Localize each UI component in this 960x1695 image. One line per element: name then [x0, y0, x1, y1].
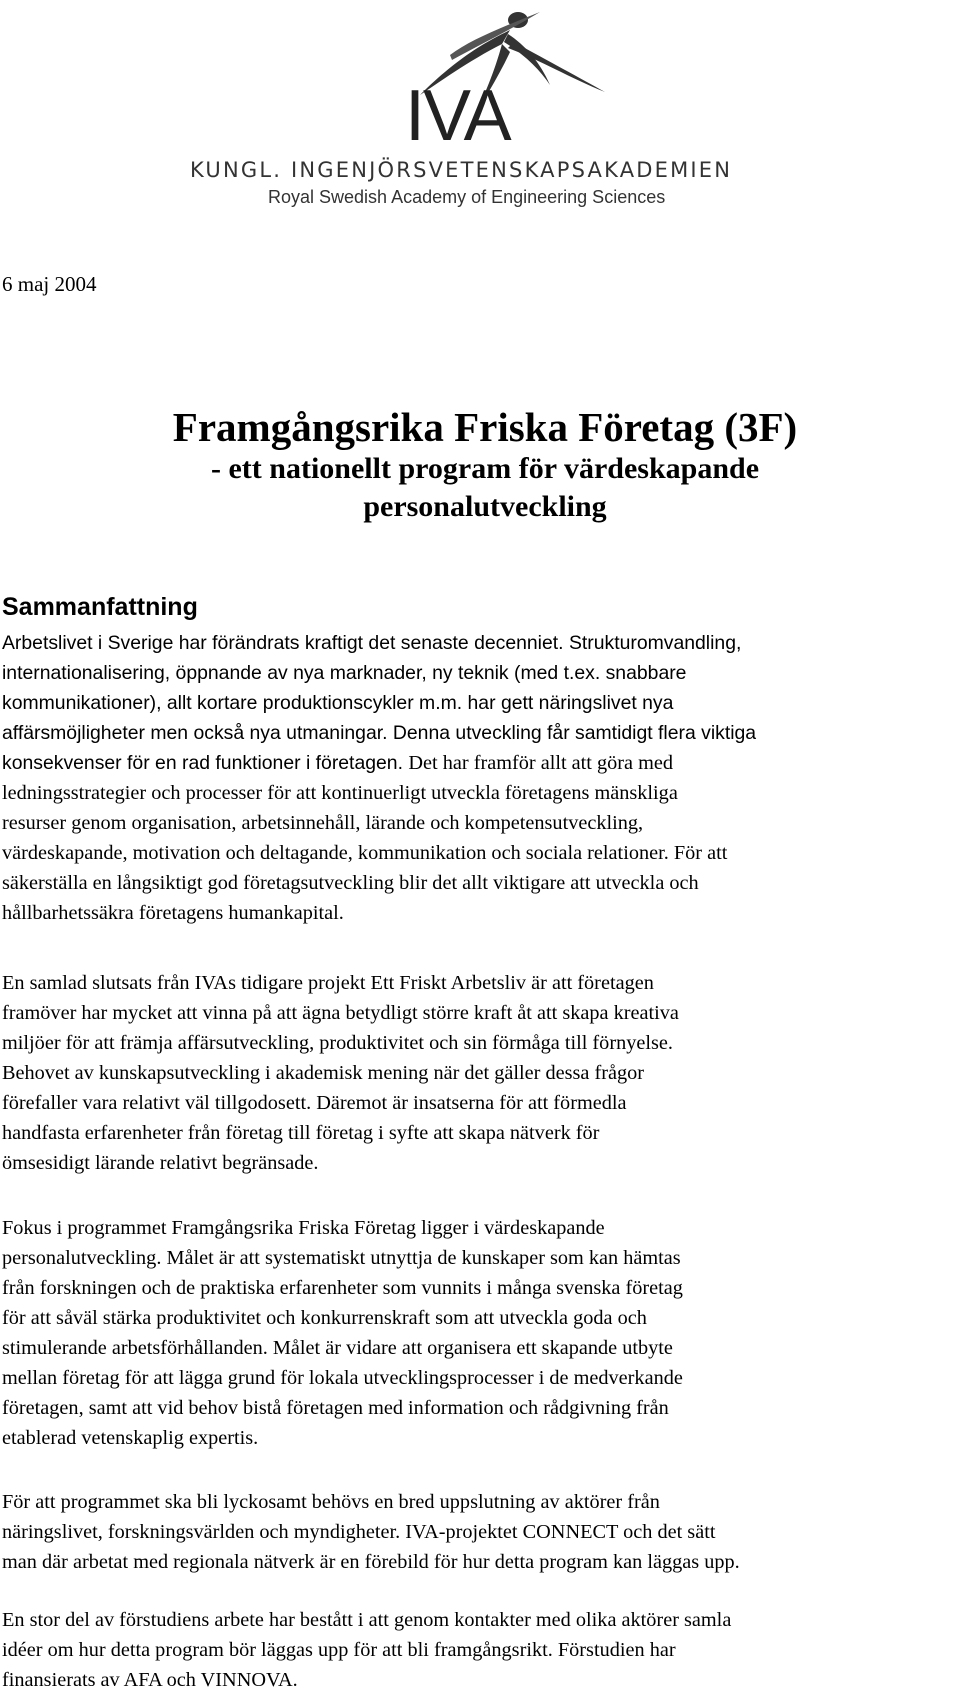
text-line: Fokus i programmet Framgångsrika Friska Företag ligger i värdeskapande: [2, 1217, 605, 1239]
text-line: man där arbetat med regionala nätverk är en förebild för hur detta program kan läggas upp.: [2, 1551, 740, 1573]
document-title: Framgångsrika Friska Företag (3F): [172, 404, 798, 450]
text-line: ledningsstrategier och processer för att kontinuerligt utveckla företagens mänskliga: [2, 782, 678, 804]
text-line: En stor del av förstudiens arbete har bestått i att genom kontakter med olika aktörer samla: [2, 1609, 732, 1631]
summary-heading: Sammanfattning: [2, 593, 198, 621]
text-line: miljöer för att främja affärsutveckling, produktivitet och sin förmåga till förnyelse.: [2, 1032, 673, 1054]
paragraph-2: [2, 968, 957, 1178]
text-line: handfasta erfarenheter från företag till företag i syfte att skapa nätverk för: [2, 1122, 600, 1144]
text-line: Behovet av kunskapsutveckling i akademisk mening när det gäller dessa frågor: [2, 1062, 645, 1084]
text-line: förefaller vara relativt väl tillgodosett. Däremot är insatserna för att förmedla: [2, 1092, 627, 1114]
text-line: företagen, samt att vid behov bistå företagen med information och rådgivning från: [2, 1397, 669, 1419]
text-line: Arbetslivet i Sverige har förändrats kraftigt det senaste decenniet. Strukturomvandling,: [2, 632, 742, 654]
text-line: idéer om hur detta program bör läggas upp för att bli framgångsrikt. Förstudien har: [2, 1639, 676, 1661]
text-line: framöver har mycket att vinna på att ägna betydligt större kraft åt att skapa kreativa: [2, 1002, 679, 1024]
text-line: från forskningen och de praktiska erfarenheter som vunnits i många svenska företag: [2, 1277, 683, 1299]
text-line: mellan företag för att lägga grund för lokala utvecklingsprocesser i de medverkande: [2, 1367, 683, 1389]
text-line: näringslivet, forskningsvärlden och myndigheter. IVA-projektet CONNECT och det sätt: [2, 1521, 716, 1543]
title-block: [0, 404, 960, 526]
text-line: ömsesidigt lärande relativt begränsade.: [2, 1152, 319, 1174]
text-line: säkerställa en långsiktigt god företagsutveckling blir det allt viktigare att utveckla och: [2, 872, 699, 894]
text-line: etablerad vetenskaplig expertis.: [2, 1427, 259, 1449]
text-line: [2, 748, 957, 778]
text-line: finansierats av AFA och VINNOVA.: [2, 1669, 298, 1691]
text-line: värdeskapande, motivation och deltagande, kommunikation och sociala relationer. För att: [2, 842, 728, 864]
text-line: affärsmöjligheter men också nya utmaningar. Denna utveckling får samtidigt flera viktiga: [2, 722, 757, 744]
logo-name-swedish: KUNGL. INGENJÖRSVETENSKAPSAKADEMIEN: [190, 158, 733, 182]
text-line: resurser genom organisation, arbetsinnehåll, lärande och kompetensutveckling,: [2, 812, 644, 834]
text-line: stimulerande arbetsförhållanden. Målet är vidare att organisera ett skapande utbyte: [2, 1337, 673, 1359]
document-date: 6 maj 2004: [2, 272, 97, 296]
text-line: personalutveckling. Målet är att systematiskt utnyttja de kunskaper som kan hämtas: [2, 1247, 681, 1269]
subtitle-line: - ett nationellt program för värdeskapande: [210, 452, 760, 485]
text-line: internationalisering, öppnande av nya marknader, ny teknik (med t.ex. snabbare: [2, 662, 687, 684]
paragraph-5: [2, 1605, 957, 1695]
text-segment: konsekvenser för en rad funktioner i företagen.: [2, 752, 403, 774]
paragraph-3: [2, 1213, 957, 1453]
paragraph-4: [2, 1487, 957, 1577]
iva-letters: IVA: [405, 76, 510, 156]
text-segment: Det har framför allt att göra med: [408, 752, 674, 774]
text-line: För att programmet ska bli lyckosamt behövs en bred uppslutning av aktörer från: [2, 1491, 660, 1513]
paragraph-1-continued: [2, 778, 957, 928]
paragraph-1: [2, 628, 957, 778]
text-line: kommunikationer), allt kortare produktionscykler m.m. har gett näringslivet nya: [2, 692, 674, 714]
text-line: hållbarhetssäkra företagens humankapital.: [2, 902, 344, 924]
subtitle-line: personalutveckling: [363, 490, 607, 523]
logo-name-english: Royal Swedish Academy of Engineering Sciences: [268, 187, 666, 207]
iva-logo: [190, 0, 790, 215]
text-line: för att såväl stärka produktivitet och konkurrenskraft som att utveckla goda och: [2, 1307, 647, 1329]
text-line: En samlad slutsats från IVAs tidigare projekt Ett Friskt Arbetsliv är att företagen: [2, 972, 654, 994]
